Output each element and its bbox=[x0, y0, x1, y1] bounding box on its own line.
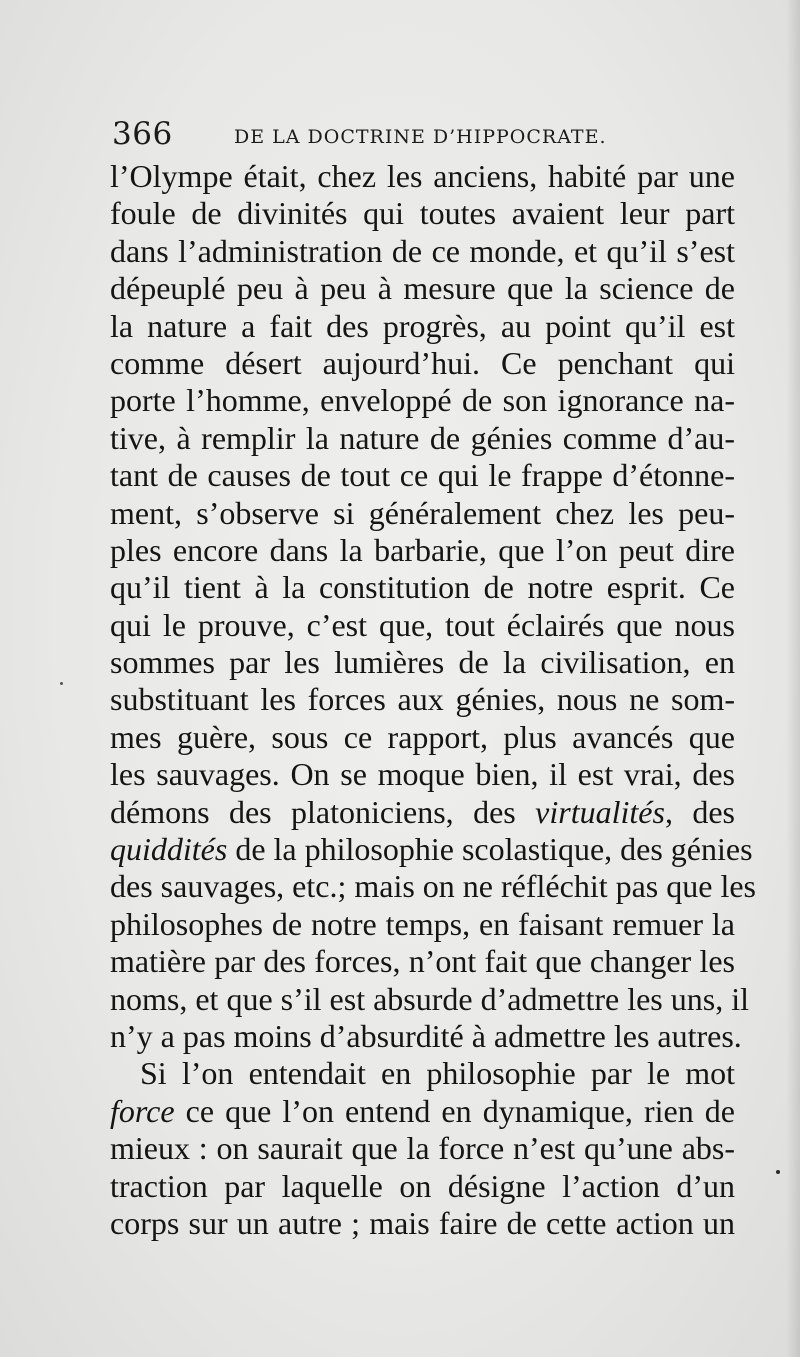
paragraph-end-line: n’y a pas moins d’absurdité à admettre les autres. bbox=[110, 1017, 742, 1054]
text-line: sommes par les lumières de la civilisation, en bbox=[110, 644, 735, 681]
text-line: comme désert aujourd’hui. Ce penchant qui bbox=[110, 344, 735, 381]
text-run: de la philosophie scolastique, des génies bbox=[227, 831, 753, 868]
text-line: porte l’homme, enveloppé de son ignorance na- bbox=[110, 382, 735, 419]
text-line: ment, s’observe si généralement chez les peu- bbox=[110, 494, 735, 531]
italic-term: quiddités bbox=[110, 831, 228, 868]
text-run: ce que l’on entend en dynamique, rien de bbox=[174, 1092, 735, 1129]
text-line: mes guère, sous ce rapport, plus avancés que bbox=[110, 718, 735, 755]
text-line: matière par des forces, n’ont fait que changer les bbox=[110, 943, 735, 980]
text-line: l’Olympe était, chez les anciens, habité par une bbox=[110, 158, 735, 194]
text-line: mieux : on saurait que la force n’est qu’une abs- bbox=[110, 1130, 735, 1167]
text-line: qu’il tient à la constitution de notre esprit. Ce bbox=[110, 569, 735, 606]
text-run: démons des platoniciens, des bbox=[110, 793, 536, 830]
text-line bbox=[110, 1093, 735, 1130]
ink-speck bbox=[776, 1170, 780, 1174]
text-line: des sauvages, etc.; mais on ne réfléchit pas que les bbox=[110, 868, 756, 905]
text-line: corps sur un autre ; mais faire de cette action un bbox=[110, 1204, 735, 1241]
running-header bbox=[112, 116, 732, 156]
paragraph-start-line: Si l’on entendait en philosophie par le mot bbox=[140, 1055, 735, 1092]
text-line: philosophes de notre temps, en faisant remuer la bbox=[110, 905, 735, 942]
text-line: qui le prouve, c’est que, tout éclairés que nous bbox=[110, 606, 735, 643]
text-line: tive, à remplir la nature de génies comme d’au- bbox=[110, 419, 735, 456]
text-line: noms, et que s’il est absurde d’admettre les uns, il bbox=[110, 980, 749, 1017]
text-run: , des bbox=[664, 793, 736, 830]
ink-speck bbox=[60, 682, 63, 685]
text-line: dans l’administration de ce monde, et qu’il s’est bbox=[110, 232, 735, 269]
text-line: ples encore dans la barbarie, que l’on peut dire bbox=[110, 531, 735, 568]
text-line: tant de causes de tout ce qui le frappe d’étonne- bbox=[110, 457, 735, 494]
text-line: substituant les forces aux génies, nous ne som- bbox=[110, 681, 735, 718]
text-line: traction par laquelle on désigne l’action d’un bbox=[110, 1167, 735, 1204]
running-title: DE LA DOCTRINE D’HIPPOCRATE. bbox=[234, 126, 607, 148]
page-number: 366 bbox=[112, 116, 173, 152]
text-line: dépeuplé peu à peu à mesure que la science de bbox=[110, 270, 735, 307]
text-line: les sauvages. On se moque bien, il est vrai, des bbox=[110, 756, 735, 793]
text-line: la nature a fait des progrès, au point qu’il est bbox=[110, 307, 735, 344]
text-line bbox=[110, 831, 753, 868]
italic-term: virtualités bbox=[535, 793, 665, 830]
page-edge-shadow bbox=[786, 0, 800, 1357]
text-line: foule de divinités qui toutes avaient leur part bbox=[110, 195, 735, 232]
body-text bbox=[110, 158, 756, 1242]
text-line bbox=[110, 794, 735, 831]
italic-term: force bbox=[110, 1092, 175, 1129]
